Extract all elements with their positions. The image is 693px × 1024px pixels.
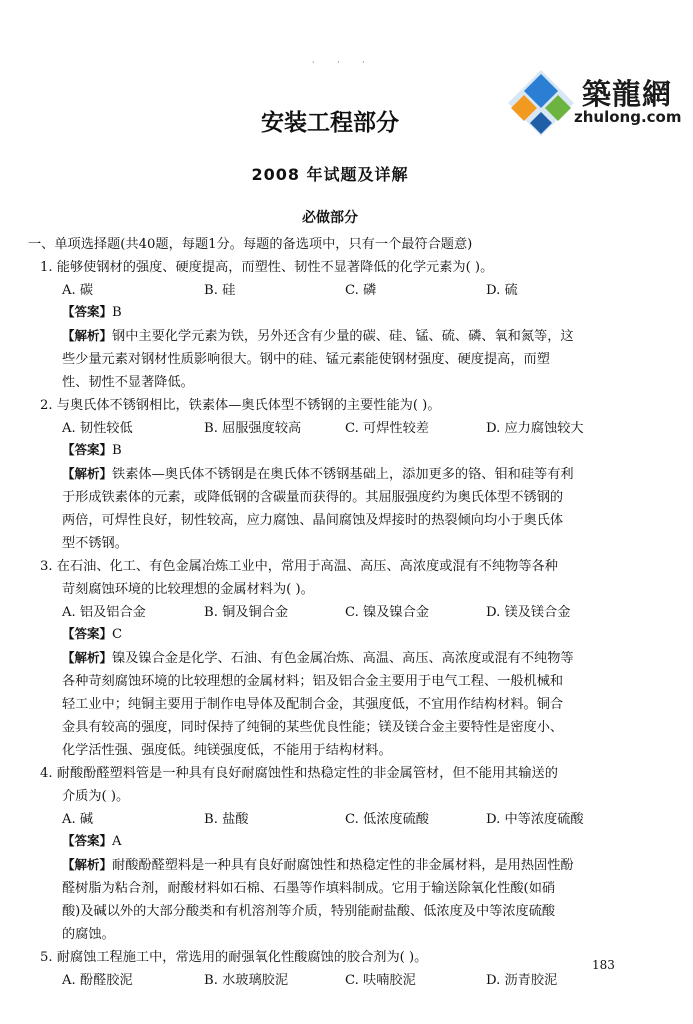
answer-tag: 【答案】 — [62, 304, 113, 319]
q4-option-d: D. 中等浓度硫酸 — [486, 812, 584, 827]
q3-answer — [62, 624, 122, 642]
q3-option-c: C. 镍及镍合金 — [345, 605, 429, 620]
question-5-stem: 5. 耐腐蚀工程施工中，常选用的耐强氧化性酸腐蚀的胶合剂为( )。 — [40, 950, 428, 965]
q3-option-a: A. 铝及铝合金 — [62, 605, 146, 620]
question-3-stem-cont: 苛刻腐蚀环境的比较理想的金属材料为( )。 — [62, 582, 314, 597]
page-title: 安装工程部分 — [261, 110, 399, 136]
question-1-stem: 1. 能够使钢材的强度、硬度提高，而塑性、韧性不显著降低的化学元素为( )。 — [40, 260, 494, 275]
answer-value: A — [112, 834, 122, 849]
q2-option-d: D. 应力腐蚀较大 — [486, 421, 584, 436]
q1-analysis-line — [62, 325, 574, 344]
analysis-tag: 【解析】 — [62, 328, 113, 343]
analysis-tag: 【解析】 — [62, 857, 113, 872]
answer-tag: 【答案】 — [62, 626, 113, 641]
logo-url[interactable]: zhulong.com — [574, 108, 682, 126]
q4-analysis-line: 酸)及碱以外的大部分酸类和有机溶剂等介质，特别能耐盐酸、低浓度及中等浓度硫酸 — [62, 904, 556, 919]
answer-tag: 【答案】 — [62, 442, 113, 457]
q4-option-a: A. 碱 — [62, 812, 94, 827]
answer-value: B — [112, 305, 122, 320]
q3-option-b: B. 铜及铜合金 — [204, 605, 289, 620]
q3-analysis-line — [62, 647, 574, 666]
q4-analysis-line — [62, 854, 574, 873]
q1-option-c: C. 磷 — [345, 283, 377, 298]
q5-option-a: A. 酚醛胶泥 — [62, 973, 133, 988]
part-header: 一、单项选择题(共40题，每题1分。每题的备选项中，只有一个最符合题意) — [28, 237, 473, 252]
analysis-tag: 【解析】 — [62, 650, 113, 665]
analysis-text: 镍及镍合金是化学、石油、有色金属冶炼、高温、高压、高浓度或混有不纯物等 — [112, 651, 574, 666]
q2-analysis-line: 于形成铁素体的元素，或降低钢的含碳量而获得的。其屈服强度约为奥氏体型不锈钢的 — [62, 490, 564, 505]
question-4-stem-cont: 介质为( )。 — [62, 789, 130, 804]
q1-option-a: A. 碳 — [62, 283, 94, 298]
q3-analysis-line: 金具有较高的强度，同时保持了纯铜的某些优良性能；镁及镁合金主要特性是密度小、 — [62, 720, 564, 735]
q5-option-d: D. 沥青胶泥 — [486, 973, 558, 988]
analysis-tag: 【解析】 — [62, 466, 113, 481]
question-4-stem: 4. 耐酸酚醛塑料管是一种具有良好耐腐蚀性和热稳定性的非金属管材，但不能用其输送的 — [40, 766, 558, 781]
answer-tag: 【答案】 — [62, 833, 113, 848]
q3-analysis-line: 各种苛刻腐蚀环境的比较理想的金属材料；铝及铝合金主要用于电气工程、一般机械和 — [62, 674, 564, 689]
q1-answer — [62, 302, 122, 320]
q3-analysis-line: 化学活性强、强度低。纯镁强度低，不能用于结构材料。 — [62, 743, 392, 758]
analysis-text: 铁素体—奥氏体不锈钢是在奥氏体不锈钢基础上，添加更多的铬、钼和硅等有利 — [112, 467, 574, 482]
q1-option-b: B. 硅 — [204, 283, 236, 298]
q5-option-c: C. 呋喃胶泥 — [345, 973, 416, 988]
q4-analysis-line: 的腐蚀。 — [62, 927, 115, 942]
logo-name: 築龍網 — [582, 77, 673, 111]
q3-option-d: D. 镁及镁合金 — [486, 605, 571, 620]
q4-answer — [62, 831, 122, 849]
question-3-stem: 3. 在石油、化工、有色金属冶炼工业中，常用于高温、高压、高浓度或混有不纯物等各种 — [40, 559, 558, 574]
page-number: 183 — [592, 958, 615, 972]
q2-analysis-line: 两倍，可焊性良好，韧性较高，应力腐蚀、晶间腐蚀及焊接时的热裂倾向均小于奥氏体 — [62, 513, 564, 528]
header-marks: · · · — [312, 58, 375, 67]
q2-analysis-line — [62, 463, 574, 482]
section-heading: 必做部分 — [302, 210, 358, 226]
q2-answer — [62, 440, 122, 458]
page-subtitle: 2008 年试题及详解 — [251, 165, 409, 184]
answer-value: C — [112, 627, 123, 642]
q3-analysis-line: 轻工业中；纯铜主要用于制作电导体及配制合金，其强度低，不宜用作结构材料。铜合 — [62, 697, 564, 712]
q2-analysis-line: 型不锈钢。 — [62, 536, 128, 551]
q4-option-c: C. 低浓度硫酸 — [345, 812, 429, 827]
q1-option-d: D. 硫 — [486, 283, 518, 298]
q2-option-a: A. 韧性较低 — [62, 421, 133, 436]
q1-analysis-line: 些少量元素对钢材性质影响很大。钢中的硅、锰元素能使钢材强度、硬度提高，而塑 — [62, 352, 550, 367]
q1-analysis-line: 性、韧性不显著降低。 — [62, 375, 194, 390]
question-2-stem: 2. 与奥氏体不锈钢相比，铁素体—奥氏体型不锈钢的主要性能为( )。 — [40, 398, 441, 413]
analysis-text: 钢中主要化学元素为铁，另外还含有少量的碳、硅、锰、硫、磷、氧和氮等，这 — [112, 329, 574, 344]
q2-option-c: C. 可焊性较差 — [345, 421, 429, 436]
q4-analysis-line: 醛树脂为粘合剂，耐酸材料如石棉、石墨等作填料制成。它用于输送除氧化性酸(如硝 — [62, 881, 556, 896]
answer-value: B — [112, 443, 122, 458]
q5-option-b: B. 水玻璃胶泥 — [204, 973, 289, 988]
analysis-text: 耐酸酚醛塑料是一种具有良好耐腐蚀性和热稳定性的非金属材料，是用热固性酚 — [112, 858, 574, 873]
q2-option-b: B. 屈服强度较高 — [204, 421, 302, 436]
q4-option-b: B. 盐酸 — [204, 812, 249, 827]
